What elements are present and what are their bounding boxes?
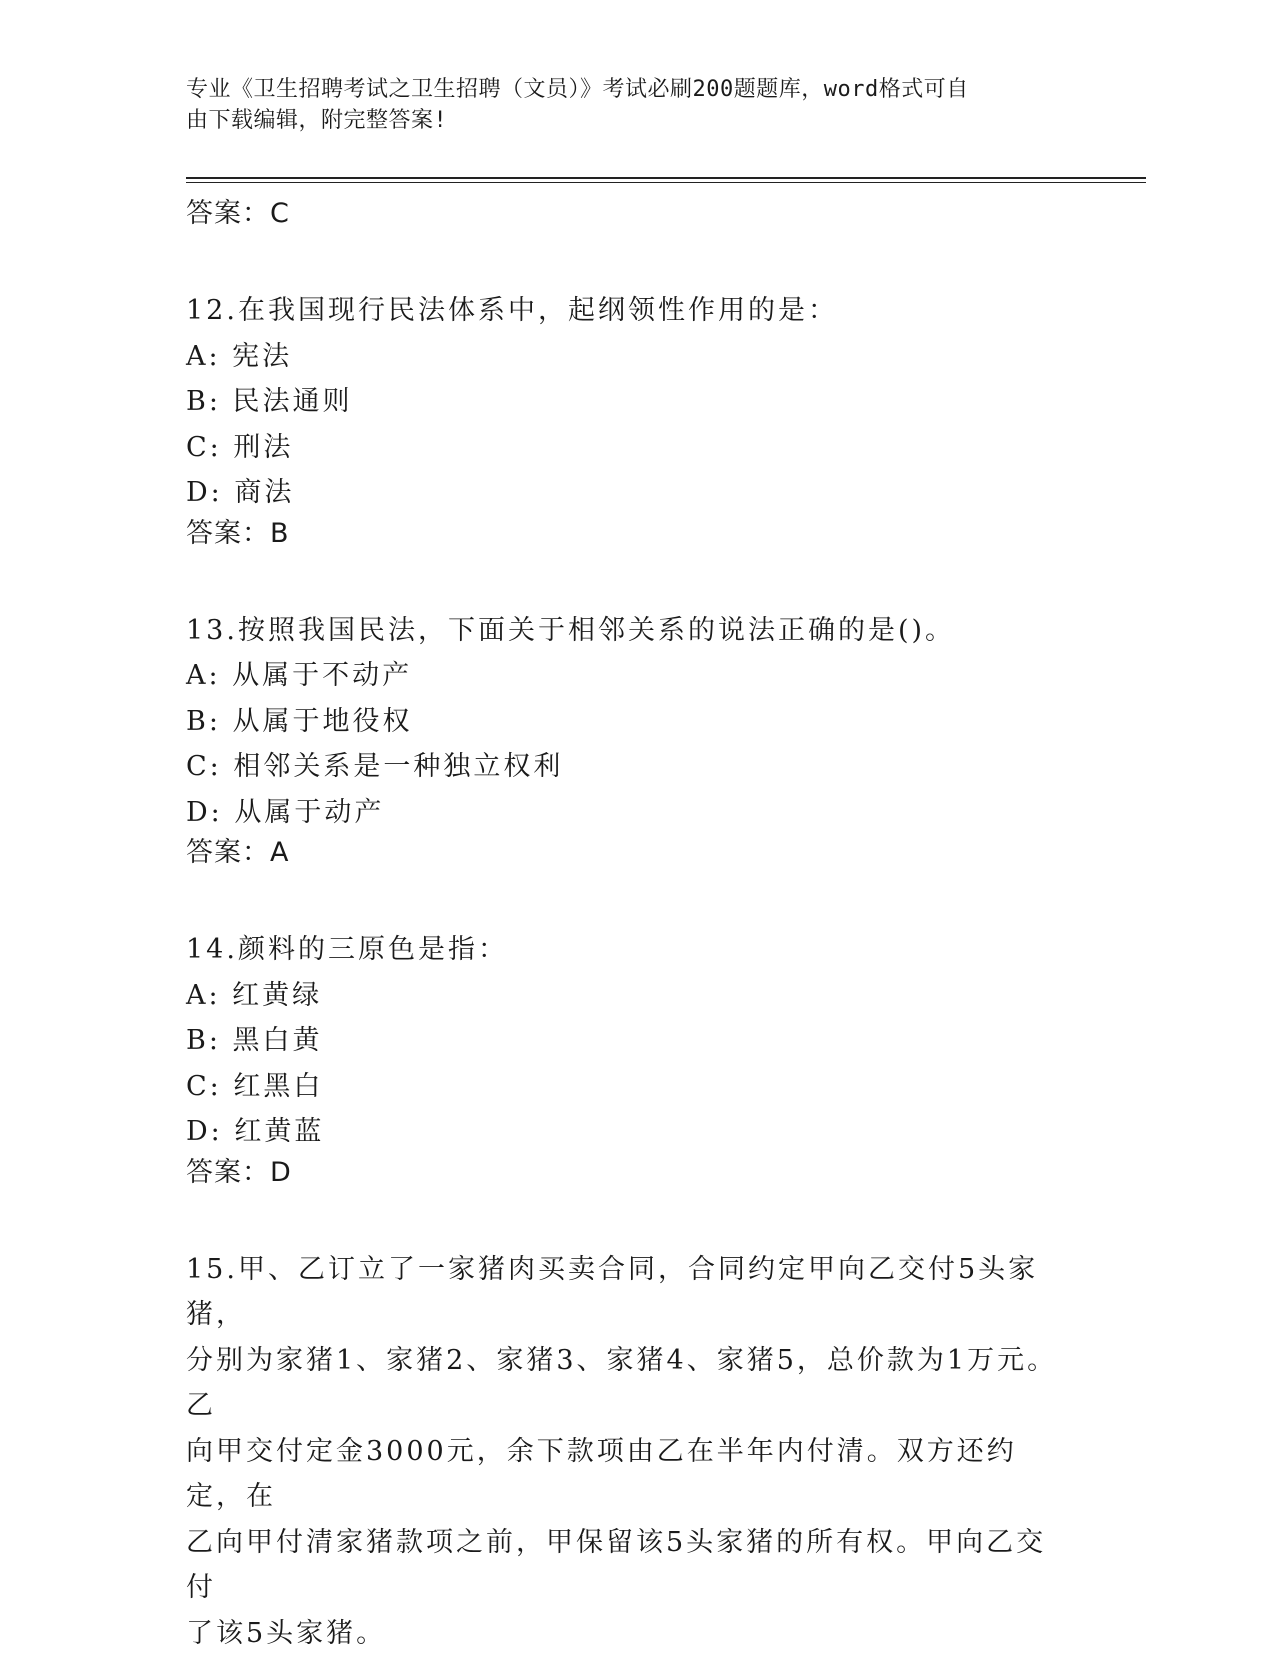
option-b: B: 从属于地役权 bbox=[186, 699, 1086, 745]
option-a: A: 从属于不动产 bbox=[186, 653, 1086, 699]
question-14 bbox=[186, 927, 1086, 1191]
question-15-line: 分别为家猪1、家猪2、家猪3、家猪4、家猪5，总价款为1万元。乙 bbox=[186, 1338, 1066, 1429]
answer: 答案：B bbox=[186, 516, 1086, 552]
previous-answer: 答案：C bbox=[186, 196, 1086, 232]
question-content bbox=[186, 190, 1086, 1656]
option-c: C: 红黑白 bbox=[186, 1064, 1086, 1110]
question-15-line: 向甲交付定金3000元，余下款项由乙在半年内付清。双方还约定，在 bbox=[186, 1429, 1066, 1520]
header-divider-thin bbox=[186, 182, 1146, 183]
option-b: B: 黑白黄 bbox=[186, 1018, 1086, 1064]
option-c: C: 相邻关系是一种独立权利 bbox=[186, 744, 1086, 790]
question-stem: 14.颜料的三原色是指： bbox=[186, 927, 1086, 973]
question-15-line: 15.甲、乙订立了一家猪肉买卖合同，合同约定甲向乙交付5头家猪， bbox=[186, 1247, 1066, 1338]
answer: 答案：A bbox=[186, 835, 1086, 871]
question-15-line: 了该5头家猪。 bbox=[186, 1611, 1066, 1656]
option-d: D: 商法 bbox=[186, 470, 1086, 516]
option-d: D: 从属于动产 bbox=[186, 790, 1086, 836]
answer: 答案：D bbox=[186, 1155, 1086, 1191]
question-15-line: 乙向甲付清家猪款项之前，甲保留该5头家猪的所有权。甲向乙交付 bbox=[186, 1520, 1066, 1611]
option-c: C: 刑法 bbox=[186, 425, 1086, 471]
option-d: D: 红黄蓝 bbox=[186, 1109, 1086, 1155]
header-divider-thick bbox=[186, 177, 1146, 179]
header-line-1: 专业《卫生招聘考试之卫生招聘（文员）》考试必刷200题题库，word格式可自 bbox=[186, 74, 1066, 105]
option-a: A: 红黄绿 bbox=[186, 973, 1086, 1019]
question-stem: 12.在我国现行民法体系中，起纲领性作用的是： bbox=[186, 288, 1086, 334]
question-13 bbox=[186, 608, 1086, 872]
option-b: B: 民法通则 bbox=[186, 379, 1086, 425]
header-line-2: 由下载编辑，附完整答案! bbox=[186, 105, 1066, 136]
document-header bbox=[186, 74, 1066, 136]
question-15 bbox=[186, 1247, 1066, 1656]
question-stem: 13.按照我国民法，下面关于相邻关系的说法正确的是()。 bbox=[186, 608, 1086, 654]
option-a: A: 宪法 bbox=[186, 334, 1086, 380]
question-12 bbox=[186, 288, 1086, 552]
